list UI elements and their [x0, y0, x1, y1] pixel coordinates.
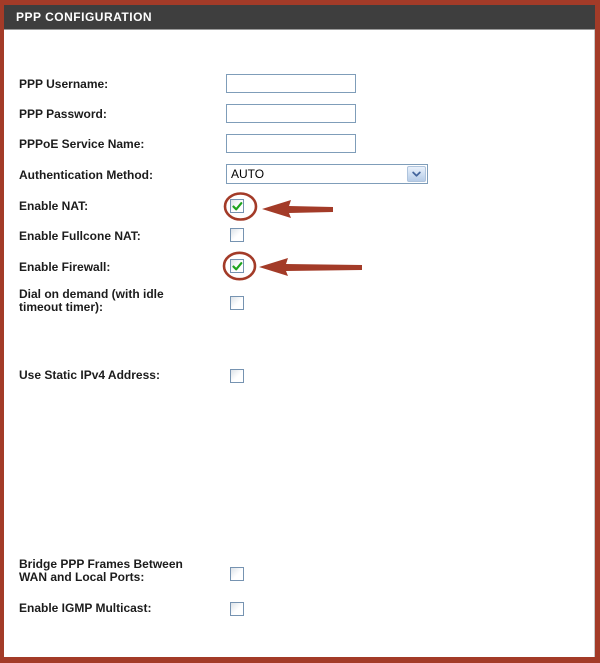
enable-nat-label: Enable NAT:: [19, 199, 89, 213]
authentication-method-label: Authentication Method:: [19, 168, 153, 182]
checkmark-icon: [232, 261, 243, 272]
enable-igmp-multicast-label: Enable IGMP Multicast:: [19, 601, 152, 615]
use-static-ipv4-label: Use Static IPv4 Address:: [19, 368, 160, 382]
ppp-username-input[interactable]: [226, 74, 356, 93]
page-title: PPP CONFIGURATION: [16, 10, 153, 24]
enable-firewall-label: Enable Firewall:: [19, 260, 111, 274]
authentication-method-select[interactable]: [226, 164, 428, 184]
dial-on-demand-label: Dial on demand (with idle timeout timer):: [19, 287, 164, 314]
authentication-method-value: AUTO: [231, 167, 265, 181]
enable-nat-highlight-arrow: [261, 198, 337, 222]
section-header: [4, 5, 595, 30]
enable-firewall-checkbox[interactable]: [230, 259, 244, 273]
enable-fullcone-nat-label: Enable Fullcone NAT:: [19, 229, 141, 243]
enable-igmp-multicast-checkbox[interactable]: [230, 602, 244, 616]
enable-nat-checkbox[interactable]: [230, 199, 244, 213]
dropdown-button[interactable]: [407, 166, 426, 182]
use-static-ipv4-checkbox[interactable]: [230, 369, 244, 383]
ppp-password-input[interactable]: [226, 104, 356, 123]
enable-fullcone-nat-checkbox[interactable]: [230, 228, 244, 242]
checkmark-icon: [232, 201, 243, 212]
bridge-ppp-frames-checkbox[interactable]: [230, 567, 244, 581]
enable-firewall-highlight-arrow: [258, 256, 366, 280]
bridge-ppp-frames-label: Bridge PPP Frames Between WAN and Local Ports:: [19, 557, 183, 584]
ppp-username-label: PPP Username:: [19, 77, 109, 91]
dial-on-demand-checkbox[interactable]: [230, 296, 244, 310]
pppoe-service-name-label: PPPoE Service Name:: [19, 137, 145, 151]
chevron-down-icon: [412, 171, 421, 178]
ppp-password-label: PPP Password:: [19, 107, 107, 121]
pppoe-service-name-input[interactable]: [226, 134, 356, 153]
